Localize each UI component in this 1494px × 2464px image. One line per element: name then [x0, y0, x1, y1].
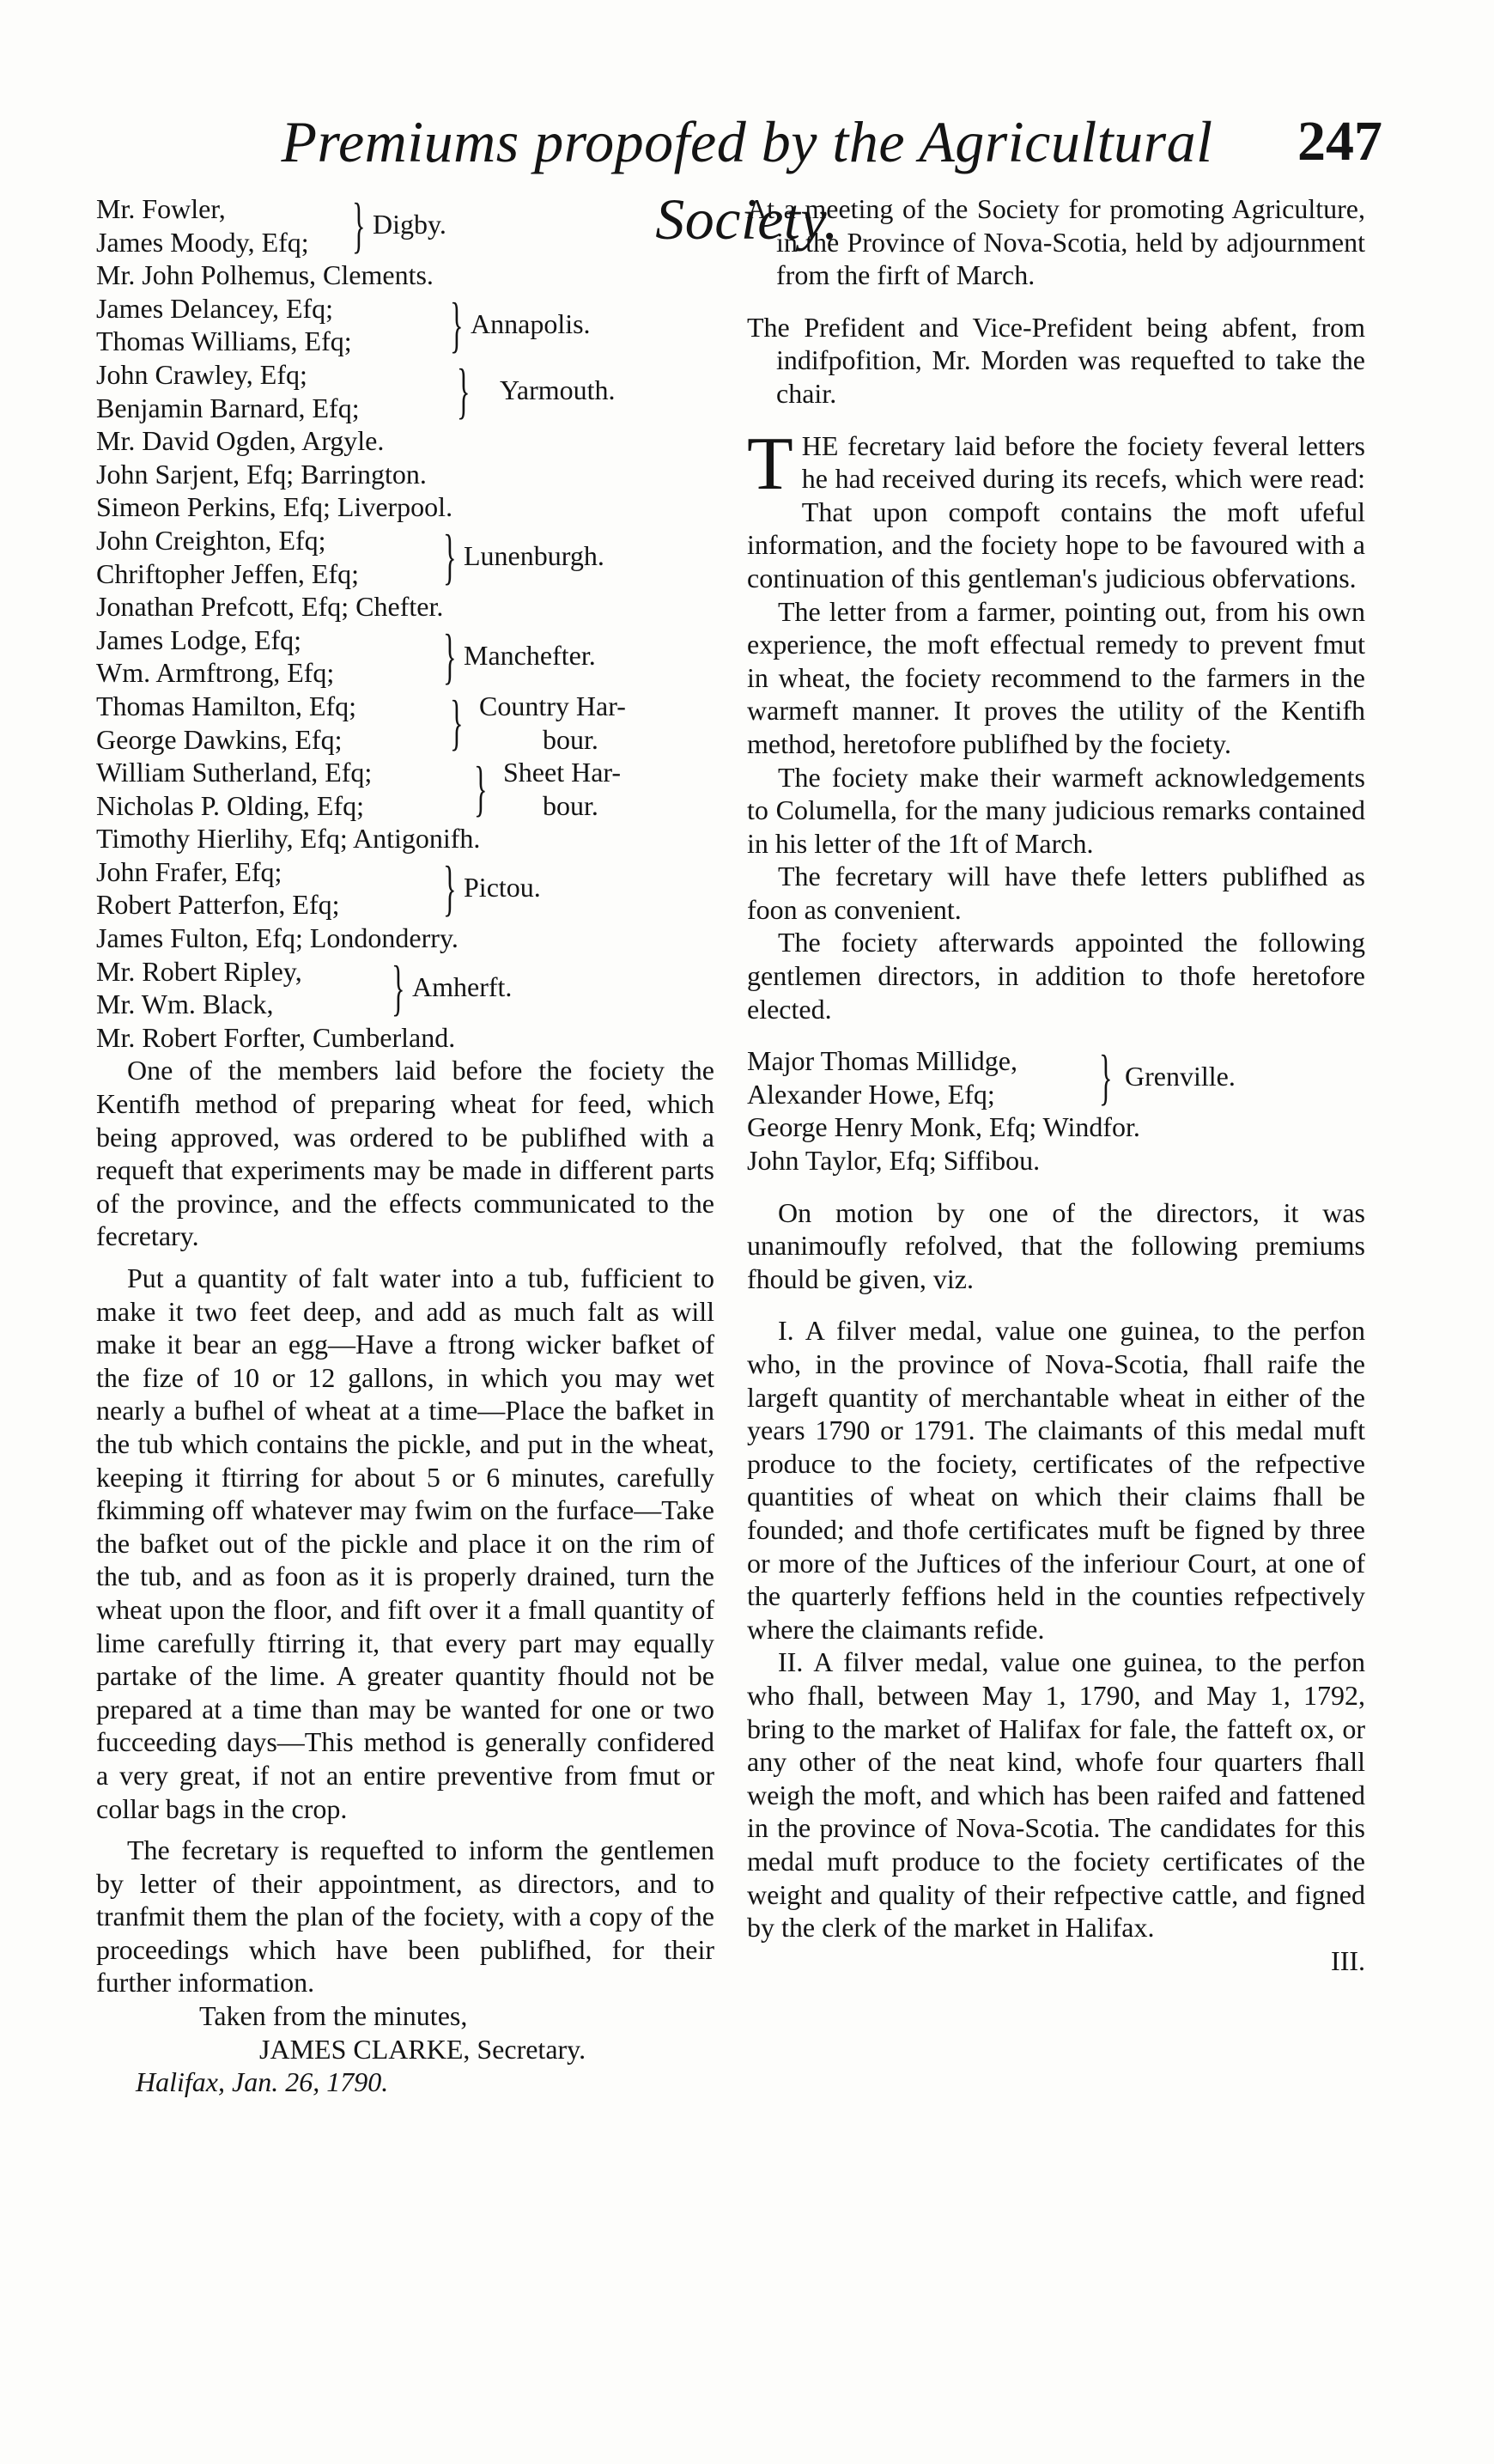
- director-pair: [96, 756, 714, 822]
- director-line: Mr. John Polhemus, Clements.: [96, 259, 434, 291]
- signature-date: Halifax, Jan. 26, 1790.: [136, 2066, 389, 2098]
- director-place: Sheet Har-: [503, 757, 622, 788]
- director-name: James Moody, Efq;: [96, 226, 309, 258]
- brace-mark: }: [443, 853, 457, 922]
- director-name: John Frafer, Efq;: [96, 855, 282, 887]
- director-line: John Sarjent, Efq; Barrington.: [96, 458, 427, 490]
- director-pair: [96, 521, 714, 591]
- director-name: Mr. Wm. Black,: [96, 989, 274, 1020]
- brace-mark: }: [450, 289, 464, 359]
- new-directors-list: [747, 1044, 1365, 1177]
- director-name: Chriftopher Jeffen, Efq;: [96, 557, 359, 589]
- letters-paragraph: [747, 422, 1365, 595]
- brace-mark: }: [443, 621, 457, 691]
- directors-paragraph: The fociety afterwards appointed the following gentlemen directors, in addition to thofe heretofore elected.: [747, 927, 1365, 1025]
- director-place: bour.: [543, 723, 598, 755]
- publish-paragraph: The fecretary will have thefe letters publifhed as foon as convenient.: [747, 861, 1365, 925]
- director-place: bour.: [543, 789, 598, 821]
- columella-paragraph: The fociety make their warmeft acknowledgements to Columella, for the many judicious remarks contained in his letter of the 1ft of March.: [747, 761, 1365, 859]
- director-place: Amherft.: [412, 970, 513, 1002]
- director-pair: [96, 687, 714, 757]
- director-line: James Fulton, Efq; Londonderry.: [96, 922, 459, 954]
- director-name: Alexander Howe, Efq;: [747, 1078, 995, 1110]
- signature-block: [96, 1999, 714, 2099]
- director-place: Grenville.: [1125, 1061, 1236, 1092]
- director-name: Mr. Robert Ripley,: [96, 955, 302, 987]
- director-pair: [96, 192, 714, 259]
- brace-mark: }: [352, 191, 366, 259]
- catchword: III.: [1331, 1944, 1365, 1976]
- director-name: James Lodge, Efq;: [96, 624, 302, 655]
- drop-cap: T: [747, 422, 793, 506]
- director-name: George Dawkins, Efq;: [96, 723, 343, 755]
- director-name: James Delancey, Efq;: [96, 292, 334, 324]
- right-column: [747, 192, 1365, 1977]
- premium-two: II. A filver medal, value one guinea, to the perfon who fhall, between May 1, 1790, and May 1, 1792, bring to the market of Halifax for fale, the fatteft ox, or any other of the neat kind, whofe four quarters fhall weigh the moft, and which has been raifed and fattened in the province of Nova-Scotia. The candidates for this medal muft produce to the fociety certificates of the weight and quality of their refpective cattle, and figned by the clerk of the market in Halifax.: [747, 1646, 1365, 1944]
- director-name: Wm. Armftrong, Efq;: [96, 657, 335, 689]
- meeting-heading: At a meeting of the Society for promoting Agriculture, in the Province of Nova-Scotia, held by adjournment from the firft of March.: [747, 193, 1365, 291]
- director-name: Mr. Fowler,: [96, 193, 226, 224]
- director-name: William Sutherland, Efq;: [96, 757, 373, 788]
- brace-mark: }: [457, 356, 471, 425]
- director-name: Benjamin Barnard, Efq;: [96, 392, 360, 423]
- director-name: Nicholas P. Olding, Efq;: [96, 789, 364, 821]
- director-line: Mr. David Ogden, Argyle.: [96, 425, 385, 457]
- director-pair: [96, 855, 714, 922]
- method-paragraph: Put a quantity of falt water into a tub, fufficient to make it two feet deep, and add as much falt as will make it bear an egg—Have a ftrong wicker bafket of the fize of 10 or 12 gallons, in which you may wet nearly a bufhel of wheat at a time—Place the bafket in the tub which contains the pickle, and put in the wheat, keeping it ftirring for about 5 or 6 minutes, carefully fkimming off whatever may fwim on the furface—Take the bafket out of the pickle and place it on the rim of the tub, and as foon as it is properly drained, turn the wheat upon the floor, and fift over it a fmall quantity of lime carefully ftirring it, that every part may equally partake of the lime. A greater quantity fhould not be prepared at a time than may be wanted for one or two fucceeding days—This method is generally confidered a very great, if not an entire preventive from fmut or collar bags in the crop.: [96, 1262, 714, 1824]
- director-name: Robert Patterfon, Efq;: [96, 889, 340, 921]
- directors-list: [96, 192, 714, 1054]
- director-line: Mr. Robert Forfter, Cumberland.: [96, 1021, 456, 1053]
- brace-mark: }: [474, 754, 488, 824]
- premium-one: I. A filver medal, value one guinea, to the perfon who, in the province of Nova-Scotia, fhall raife the largeft quantity of merchantable wheat in either of the years 1790 or 1791. The claimants of this medal muft produce to the fociety, certificates of the refpective quantities of wheat on which their claims fhall be founded; and thofe certificates muft be figned by three or more of the Juftices of the inferiour Court, at one of the quarterly feffions held in the counties refpectively where the claimants refide.: [747, 1315, 1365, 1645]
- director-name: Thomas Williams, Efq;: [96, 325, 352, 357]
- director-pair: [96, 289, 714, 359]
- director-place: Manchefter.: [464, 639, 596, 671]
- director-line: John Taylor, Efq; Siffibou.: [747, 1145, 1041, 1177]
- motion-paragraph: On motion by one of the directors, it was unanimoufly refolved, that the following premiums fhould be given, viz.: [747, 1196, 1365, 1294]
- director-pair: [747, 1044, 1365, 1110]
- director-place: Annapolis.: [471, 307, 591, 339]
- director-name: John Crawley, Efq;: [96, 358, 307, 390]
- secretary-paragraph: The fecretary is requefted to inform the gentlemen by letter of their appointment, as directors, and to tranfmit them the plan of the fociety, with a copy of the proceedings which have been publifhed, for their further information.: [96, 1834, 714, 1999]
- director-place: Pictou.: [464, 871, 541, 903]
- director-place: Digby.: [373, 209, 446, 240]
- director-place: Yarmouth.: [500, 374, 616, 405]
- director-line: Simeon Perkins, Efq; Liverpool.: [96, 491, 453, 523]
- director-name: John Creighton, Efq;: [96, 524, 326, 556]
- brace-mark: }: [450, 687, 464, 757]
- page-number: 247: [1297, 110, 1382, 173]
- director-line: Jonathan Prefcott, Efq; Chefter.: [96, 591, 444, 623]
- director-pair: [96, 952, 714, 1022]
- director-place: Lunenburgh.: [464, 539, 604, 571]
- left-column: [96, 192, 714, 2099]
- farmer-paragraph: The letter from a farmer, pointing out, from his own experience, the moft effectual remedy to prevent fmut in wheat, the fociety recommend to the farmers in the warmeft manner. It proves the utility of the Kentifh method, heretofore publifhed by the fociety.: [747, 595, 1365, 759]
- director-pair: [96, 358, 714, 424]
- signature-name: JAMES CLARKE, Secretary.: [259, 2033, 586, 2065]
- president-note: The Prefident and Vice-Prefident being abfent, from indifpofition, Mr. Morden was requefted to take the chair.: [747, 311, 1365, 409]
- brace-mark: }: [392, 952, 405, 1022]
- director-line: George Henry Monk, Efq; Windfor.: [747, 1111, 1140, 1143]
- brace-mark: }: [1099, 1043, 1113, 1112]
- director-line: Timothy Hierlihy, Efq; Antigonifh.: [96, 823, 481, 855]
- director-name: Thomas Hamilton, Efq;: [96, 690, 357, 721]
- director-place: Country Har-: [479, 690, 626, 721]
- kentish-paragraph: One of the members laid before the fociety the Kentifh method of preparing wheat for feed, which being approved, was ordered to be publifhed with a requeft that experiments may be made in different parts of the province, and the effects communicated to the fecretary.: [96, 1055, 714, 1252]
- letters-text: HE fecretary laid before the fociety feveral letters he had received during its recefs, which were read: That upon compoft contains the moft ufeful information, and the fociety hope to be favoured with a continuation of this gentleman's judicious obfervations.: [747, 429, 1365, 593]
- director-pair: [96, 621, 714, 691]
- signature-taken: Taken from the minutes,: [199, 2000, 468, 2032]
- director-name: Major Thomas Millidge,: [747, 1045, 1017, 1077]
- page-title: Premiums propofed by the Agricultural Society.: [281, 109, 1213, 252]
- brace-mark: }: [443, 521, 457, 591]
